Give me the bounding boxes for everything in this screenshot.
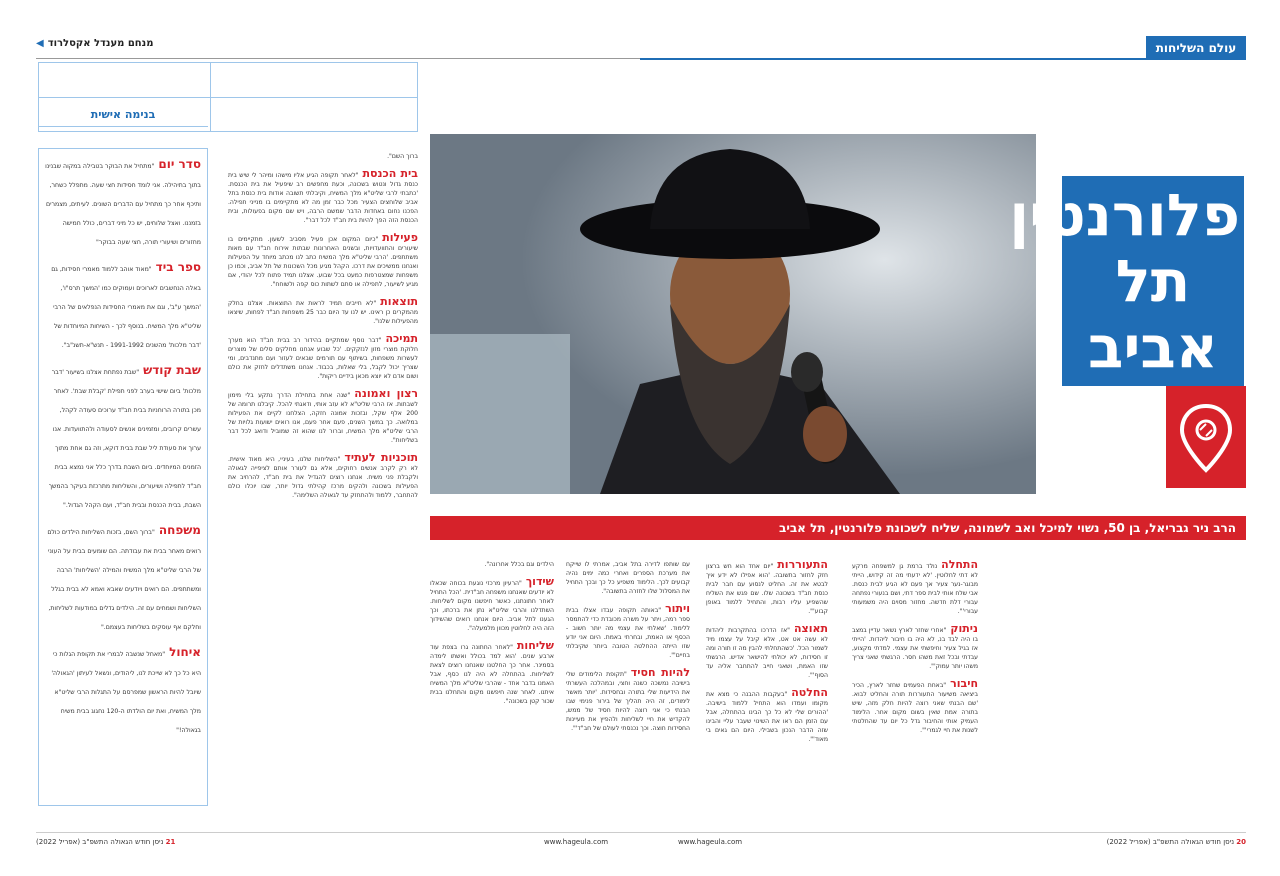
sidebar-section-heading: ספר ביד: [155, 260, 201, 274]
section-heading: שידוך: [525, 575, 554, 588]
section-tag-right: עולם השליחות: [1146, 36, 1246, 60]
article-column-a: [228, 152, 418, 812]
sidebar-section-heading: שבת קודש: [143, 363, 201, 377]
sidebar-personal: [38, 148, 208, 806]
section-text: "תקופת הלימודים שלי בישיבה נמשכה כשנה וחצי, ובמהלכה העשרתי את הידיעות שלי בתורה ובחסידות. 'יותר מאשר לימודים, זה היה תהליך של בירור פנימי שבו הבנתי כי אני רוצה להיות חסיד של ממש, להקדיש את חיי לשליחות ולהפיץ את מעיינות החסידות חוצה. וכך נכנסתי לעולם של חב"ד'".: [566, 671, 690, 732]
sidebar-section-heading: סדר יום: [158, 157, 201, 171]
sidebar-section: [45, 359, 201, 511]
article-section: [566, 604, 690, 660]
location-badge: [1166, 386, 1246, 488]
section-heading: להיות חסיד: [630, 666, 690, 679]
article-section: [706, 624, 828, 680]
rabbi-illustration: [430, 134, 1036, 494]
section-heading: רצון ואמונה: [354, 387, 418, 400]
article-section: [430, 577, 554, 633]
section-text: נולד ברמת גן למשפחה מרקע לא דתי לחלוטין. 'לא ידעתי מה זה קידוש, הייתי מבוגר-נער צעיר אך פעם לא הגיע לבית כנסת. אבי שלח אותי לבית ספר דתי, ושם בנעורי נפתחה עבורי דלת חדשה. מחזור מסוים היה משמעותי עבורי'".: [852, 563, 978, 615]
article-section: [852, 560, 978, 616]
triangle-marker-icon: ◀: [36, 38, 44, 49]
footer-issue-left: ניסן חודש הגאולה התשפ"ב (אפריל 2022): [36, 838, 164, 846]
article-column-b: [430, 560, 554, 820]
footer-right: [1060, 838, 1246, 846]
section-text: "הרעיון מרכזי נוגעת בכוחה שכאלו לא יודעים שאנחנו משפחה חב"דית. 'הכל התחיל לאחר חתונתנו, כאשר חיפשנו מקום לשליחות. השתדלנו והרבי שליט"א נתן את ברכתו, וכך הגענו לתל אביב. היום אנחנו רואים שהשידוך הזה היה לחלוטין מכוון מלמעלה".: [430, 580, 554, 632]
page-number-left: 21: [165, 838, 176, 846]
article-section: [228, 334, 418, 381]
section-text: הילדים וגם בכלל אחרונה".: [484, 561, 554, 568]
section-text: "לא חייבים תמיד לראות את התוצאות. אצלנו בחלק מהמקרים כן ראינו. יש לנו עד היום כבר 25 משפחות חב"ד לפחות, שיצאו מהפעילות שלנו".: [228, 300, 418, 325]
sidebar-section-text: "מתחיל את הבוקר בטבילה במקוה שבנינו בתוך בתיהילה. אני לומד חסידות חצי שעה. מתפלל כשחר, ותיכף אחר כך מתחיל עם הדברים השונים. לעיתים, מצמרים בזמננו. ואצל שלוחים, יש כל מיני דברים, כולל חמישה מחזורים ושיעורי תורה, חצי שעה בבוקר": [45, 163, 201, 246]
article-column-e: [852, 560, 978, 820]
rabbi-photo: [430, 134, 1036, 494]
section-text: "יום אחד הוא חש ברצון חזק לחזור בתשובה. 'הוא אפילו לא ידע איך לבטא את זה. החליט לנסוע עם חבר לבית כנסת חב"ד בשכונה שלו. שם פגש את השליח שהשפיע עליו רבות, והתחיל ללמוד באופן קבוע'".: [706, 563, 828, 615]
section-heading: תאוצה: [793, 622, 828, 635]
article-section: [566, 668, 690, 733]
section-heading: תמיכה: [385, 332, 418, 345]
map-pin-icon: [1166, 386, 1246, 488]
frame-divider: [38, 97, 418, 98]
sidebar-section-text: "ברוך השם, בזכות השליחות הילדים כולם רואים מאחר בבית את עבודתה. הם שומעים בבית על העוני של הרבי שליט"א מלך המשיח והמילה 'השליחות' הרבה ומשתתפים. הם רואים ויודעים שאבא ואמא לא בבית בגלל השליחות ושמחים עם זה. הילדים גדלים במודעות לשליחות, וחלקם אף עוסקים בשליחות בעצמם.": [47, 529, 201, 631]
section-text: "לאחר תקופה הגיע אליו מישהו ומיהר לי שיש בית כנסת גדול ונטוש בשכונה, וכעת מחפשים רב שיפעיל את בית הכנסת. 'כתבתי לרבי שליט"א מלך המשיח, וקיבלתי תשובה אודות בית כנסת בתל אביב שלוחצים הצעיר מכל כבר זמן מה לא מתקיימים בו מנייני תפילה. הפכנו נחום באחדות הדבר שמשם הרבה, ויש שם מקום בפעולות, ובית הכנסת הזה הפך להיות בית חב"ד לכל דבר".: [228, 172, 418, 224]
sidebar-section: [45, 153, 201, 248]
section-text: "שנה אחת בתחילת הדרך נתקע בלי מימון לשבתות. אז הרבי שליט"א לא עזב אותי, ודאגתי להכל. קיבלנו תרומה של 200 אלף שקל, ובזכות אמונה חזקה, הצלחנו לקיים את הפעילות במלואה. כך במשך השנים, פעם אחר פעם, אנו רואים ישועות גלויות של הרבי שליט"א מלך המשיח, וברור לנו שהוא זה שמוביל ודואג לכל דבר בשליחות".: [228, 392, 418, 444]
sidebar-section-heading: משפחה: [158, 523, 201, 537]
section-text: "דבר נוסף שמתקיים בהידור רב בבית חב"ד הוא מערך חלוקת מוצרי מזון לנזקקים. 'כל שבוע אנחנו מחלקים סלים של מוצרים לעשרות משפחות, בשיתוף עם תורמים שבאים לעזור ועם מתנדבים, ומי שצריך יכול לקבל, בלי שאלות, בכבוד. אנחנו משתדלים לחזק את כולם ושום אדם לא יוצא מכאן בידיים ריקות".: [228, 337, 418, 380]
article-section: [706, 688, 828, 744]
section-text: "באחת הפעמים שחזר לארץ, הכיר ביציאה משיעור התעוררות תורה והחליט לבוא. 'שם הבנתי שאני רוצה להיות חלק מזה, שיש בתורה אמת שאין בשום מקום אחר. הלימוד העמיק אותי והחיבור גדל כל יום עד שהחלטתי לשנות את חיי לגמרי'".: [852, 682, 978, 734]
sidebar-section-heading: איחול: [169, 645, 201, 659]
article-section: [228, 389, 418, 445]
headline-line-2: תל אביב: [1087, 247, 1219, 381]
section-heading: ויתור: [665, 602, 690, 615]
section-text: עם שותפו לדירה בתל אביב, אמרתי לו שייקח את מערכת הספרים ואחרי כמה ימים נהיה קבועים לכך. הלימוד משפיע כל כך ובכך התחיל את המסלול שלו לחזרה בתשובה".: [566, 561, 690, 595]
section-heading: התחלה: [941, 560, 978, 571]
section-text: "השליחות שלנו, בעיניי, היא מאוד אישית. לא רק לקרב אנשים רחוקים, אלא גם לעורר אותם לציפייה לגאולה ולקבלת פני משיח. אנחנו רוצים להגדיל את בית חב"ד, להרחיב את הפעילות בשכונה ולהקים מרכז קהילתי גדול יותר, שבו יוכלו כולם להתחבר, ללמוד ולהתחזק עד לגאולה השלימה".: [228, 456, 418, 499]
author-byline: [36, 38, 153, 49]
section-text: "בעקבות ההבנה כי מצא את מקומו ועמדו הוא התחיל ללמוד בישיבה. 'ההורים שלי לא כל כך הבינו בהתחלה, אבל עם הזמן הם ראו את השינוי שעבר עליי והבינו שזה הדבר הנכון בשבילי. היום הם גאים בי מאוד'".: [706, 691, 828, 743]
article-section: [228, 169, 418, 225]
section-text: "באותה תקופה עבדו אצלו בבית ספר רמה, ויתר על משרה מכובדת כדי להתמסר ללימוד. 'שאלתי את עצמי מה יותר חשוב - הכסף או האמת, ובחרתי באמת. היום אני יודע שזו הייתה ההחלטה הטובה ביותר שקיבלתי בחיים'".: [566, 607, 690, 659]
footer-url-left: www.hageula.com: [544, 838, 609, 846]
sidebar-section: [45, 519, 201, 633]
section-heading: התעוררות: [777, 560, 828, 571]
section-text: "כיום המקום אכן פעיל מסביב לשעון. מתקיימים בו שיעורים והתוועדויות, ובשנים האחרונות שבתות אירוח חב"ד עם מאות משתתפים. 'הרבי שליט"א מלך המשיח כתב לנו מכתב מיוחד על הפעילות ואנחנו ממשיכים את דרכו. הקהל מגיע מכל השכונות של תל אביב, וכמו כן משפחות שמצטרפות כמעט בכל שבוע. אצלנו תמיד פתוח לכל יהודי, אם מגיע לשיעור, לתפילה או סתם לשתות כוס קפה ולשוחח".: [228, 236, 418, 288]
section-heading: חיבור: [950, 677, 978, 690]
article-section: [430, 641, 554, 706]
section-text: "לאחר החתונה גרו בצפת עוד ארבע שנים. 'הוא למד בכולל ואשתו לימדה בסמינר. אחר כך החלטנו שאנחנו רוצים לצאת לשליחות. בהתחלה לא היה לנו כסף, אבל האמנו בדבר אחד - שהרבי שליט"א מלך המשיח איתנו. לאחר שנה חיפשנו מקום והתחלנו בבית שכור קטן בשכונה".: [430, 644, 554, 705]
sidebar-section-text: "מאוד אוהב ללמוד מאמרי חסידות, גם באלה הנחשבים לארוכים ועמוקים כמו 'המשך תרס"ו', 'המשך ע"ב', וגם את מאמרי החסידות הנפלאים של הרבי שליט"א מלך המשיח. בנוסף לכך - השיחות המיוחדות של 'דבר מלכות' מהשנים 1991-1992 - תנש"א-תשנ"ב".: [51, 266, 201, 349]
article-section: [430, 560, 554, 569]
sidebar-section: [45, 256, 201, 351]
header-rule-left: [36, 58, 640, 59]
article-section: [228, 297, 418, 326]
sidebar-section-text: "מאחל שנשבה לבמרי את תקופת הגלות כי היא כל כך לא שייכת לנו, ליהודים, ונשאל לעיתון 'הגאולה' שיובל להיות הראשון שמפרסם על התגלות הרבי שליט"א מלך המשיח, ואת יום הולדתו ה-120 נחגוג בבית משיח בגאולה!": [51, 651, 201, 734]
headline-line-1: פלורנטין: [1009, 181, 1240, 249]
article-section: [228, 233, 418, 289]
section-heading: תוצאות: [380, 295, 418, 308]
section-heading: ניתוק: [950, 622, 978, 635]
section-text: "אחרי שחזר לארץ נשאר עדיין במצב בו היה לבד בנ, לא היה בו חיבור ליהדות. 'הייתי אז בגיל צעיר וחיפשתי את עצמי. למדתי מקצוע, עבדתי ובכל זאת משהו חסר. הרגשתי שאני צריך משהו יותר עמוק'".: [852, 627, 978, 670]
section-heading: פעילות: [382, 231, 418, 244]
article-section: [852, 624, 978, 671]
footer-rule: [36, 832, 1246, 833]
article-column-d: [706, 560, 828, 820]
author-name: מנחם מענדל אקסלרוד: [47, 38, 154, 49]
column-opener: ברוך השם".: [387, 153, 418, 160]
footer-issue-right: ניסן חודש הגאולה התשפ"ב (אפריל 2022): [1106, 838, 1235, 846]
header-rule-right: [640, 58, 1246, 60]
article-section: [852, 679, 978, 735]
section-heading: תוכניות לעתיד: [344, 451, 418, 464]
article-column-c: [566, 560, 690, 820]
section-heading: החלטה: [791, 686, 828, 699]
sidebar-section-text: "שבת נפתחת אצלנו בשיעור 'דבר מלכות' ביום שישי בערב לפני תפילת 'קבלת שבת'. לאחר מכן בתורה הרוחניות בבית חב"ד ערוכים סעודה לקהל, עשרים קרובים, ומזמינים אנשים לסעודה ולהתוועדות. אנו ערוך את סעודת ליל שבת בבית דוקא, וזה גם אחת מתוך הזמנים המיוחדים. ביום השבת בדרך כלל אני נמצא בבית חב"ד לתפילה ושיעורים, והשליחות מתרכזת בעיקר בהמשך השבת, בבית הכנסת ובבית חב"ד, ועם הקהל הגדול.": [48, 369, 201, 509]
footer-url-right: www.hageula.com: [678, 838, 743, 846]
sidebar-title: בנימה אישית: [90, 108, 156, 121]
article-section: [706, 560, 828, 616]
section-text: "אז הדרכו בהתקרבות ליהדות לא עשה אט אט, אלא קיבל על עצמו מיד לשמור הכל. 'כשהתחלתי להבין מה זו תורה ומה זו חסידות, לא יכולתי להישאר אדיש. הרגשתי שזו האמת, ושאני חייב להתחבר אליה עד הסוף'".: [706, 627, 828, 679]
section-heading: שליחות: [516, 639, 554, 652]
subheadline-bar: הרב ניר גבריאל, בן 50, נשוי למיכל ואב לשמונה, שליח לשכונת פלורנטין, תל אביב: [430, 516, 1246, 540]
sidebar-section: [45, 641, 201, 736]
article-section: [228, 453, 418, 500]
page-number-right: 20: [1236, 838, 1246, 846]
headline-box: [1009, 176, 1244, 386]
footer-left: [36, 838, 175, 846]
section-heading: בית הכנסת: [362, 167, 418, 180]
article-section: [566, 560, 690, 596]
sidebar-rule: [38, 126, 208, 127]
